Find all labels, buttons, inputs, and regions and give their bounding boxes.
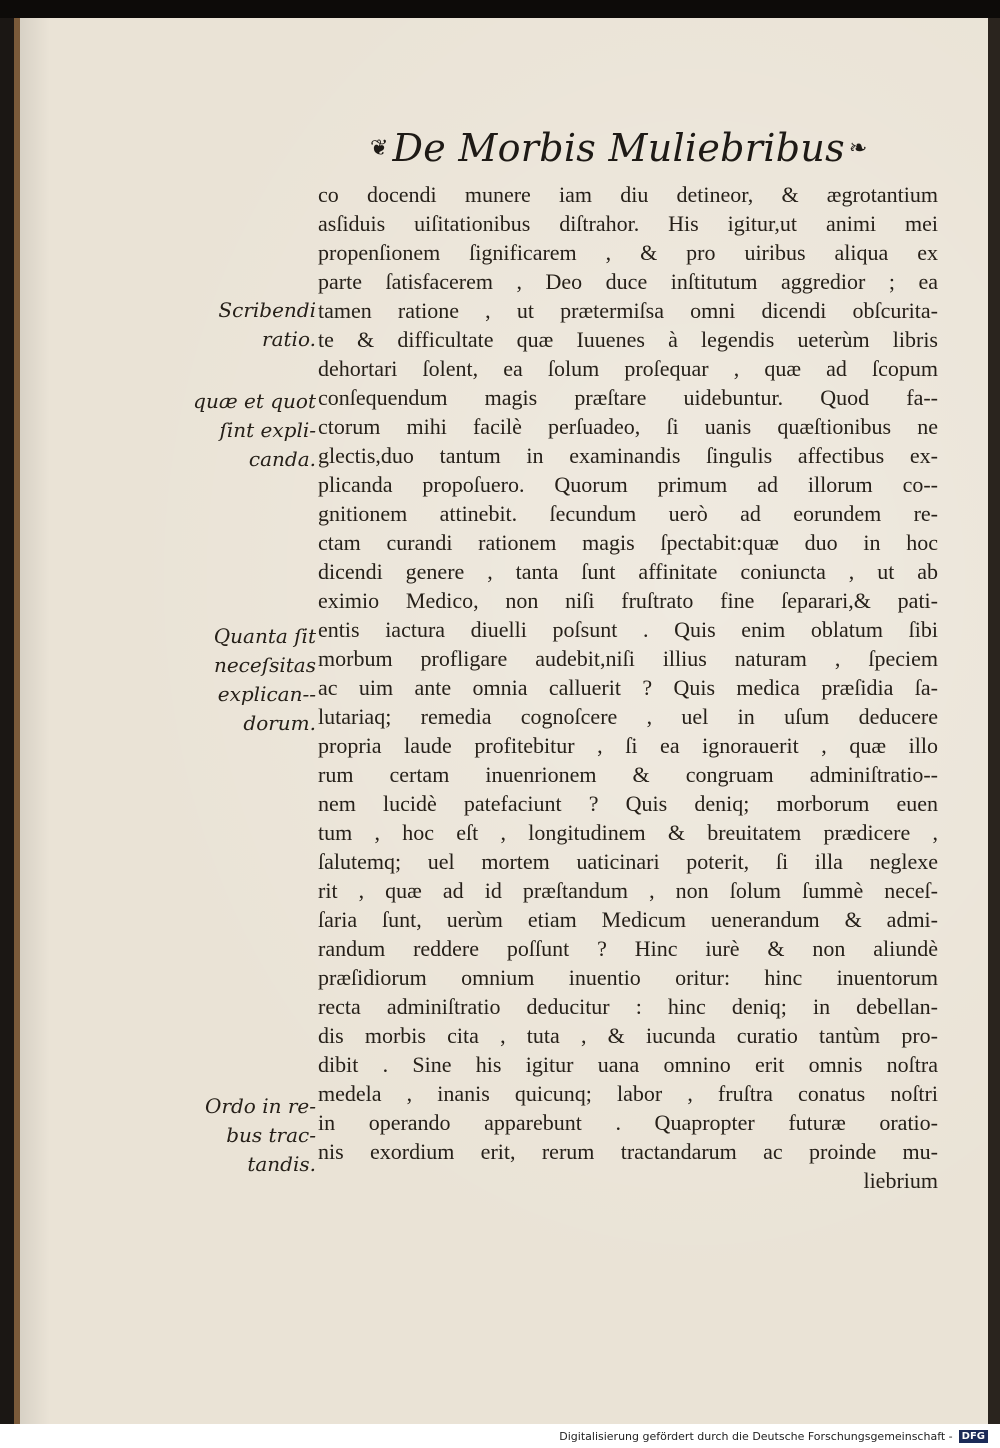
text-line: ſaria ſunt, uerùm etiam Medicum uenerandum & admi- — [318, 907, 938, 932]
text-line: ctam curandi rationem magis ſpectabit:quæ duo in hoc — [318, 530, 938, 555]
margin-note-line: ſint expli- — [219, 418, 316, 442]
text-line: te & difficultate quæ Iuuenes à legendis ueterùm libris — [318, 327, 938, 352]
fleuron-left-icon: ❦ — [370, 135, 389, 160]
text-line: lutariaq; remedia cognoſcere , uel in uſum deducere — [318, 704, 938, 729]
text-line: rum certam inuenrionem & congruam adminiſtratio-- — [318, 762, 938, 787]
catchword: liebrium — [863, 1168, 938, 1193]
text-line: ctorum mihi facilè perſuadeo, ſi uanis quæſtionibus ne — [318, 414, 938, 439]
text-line: morbum profligare audebit,niſi illius naturam , ſpeciem — [318, 646, 938, 671]
fleuron-right-icon: ❧ — [848, 135, 868, 160]
text-line: in operando apparebunt . Quapropter futuræ oratio- — [318, 1110, 938, 1135]
margin-note-line: canda. — [248, 447, 316, 471]
text-line: dicendi genere , tanta ſunt affinitate coniuncta , ut ab — [318, 559, 938, 584]
margin-note-line: tandis. — [247, 1152, 316, 1176]
margin-note-quae-et-quot — [186, 387, 316, 474]
text-line: nem lucidè patefaciunt ? Quis deniq; morborum euen — [318, 791, 938, 816]
margin-note-line: explican-- — [217, 682, 316, 706]
text-line: nis exordium erit, rerum tractandarum ac proinde mu- — [318, 1139, 938, 1164]
digitization-footer — [0, 1424, 1000, 1448]
running-header — [370, 122, 868, 174]
text-line: conſequendum magis præſtare uidebuntur. Quod fa-- — [318, 385, 938, 410]
funding-credit: Digitalisierung gefördert durch die Deutsche Forschungsgemeinschaft - — [559, 1429, 953, 1443]
margin-note-line: Ordo in re- — [205, 1094, 316, 1118]
text-line: plicanda propoſuero. Quorum primum ad illorum co-- — [318, 472, 938, 497]
text-line: randum reddere poſſunt ? Hinc iurè & non aliundè — [318, 936, 938, 961]
text-line: dehortari ſolent, ea ſolum proſequar , quæ ad ſcopum — [318, 356, 938, 381]
text-line: præſidiorum omnium inuentio oritur: hinc inuentorum — [318, 965, 938, 990]
text-line: recta adminiſtratio deducitur : hinc deniq; in debellan- — [318, 994, 938, 1019]
margin-note-scribendi-ratio — [186, 296, 316, 354]
text-line: dis morbis cita , tuta , & iucunda curatio tantùm pro- — [318, 1023, 938, 1048]
text-line: medela , inanis quicunq; labor , fruſtra conatus noſtri — [318, 1081, 938, 1106]
margin-note-quanta-sit — [186, 622, 316, 738]
margin-note-line: Quanta ſit — [213, 624, 316, 648]
text-line: tamen ratione , ut prætermiſsa omni dicendi obſcurita- — [318, 298, 938, 323]
text-line: tum , hoc eſt , longitudinem & breuitatem prædicere , — [318, 820, 938, 845]
dfg-logo: DFG — [959, 1430, 988, 1443]
margin-note-line: Scribendi — [218, 298, 316, 322]
text-line: asſiduis uiſitationibus diſtrahor. His igitur,ut animi mei — [318, 211, 938, 236]
margin-note-line: neceſsitas — [213, 653, 316, 677]
text-line: rit , quæ ad id præſtandum , non ſolum ſummè neceſ- — [318, 878, 938, 903]
text-line: ac uim ante omnia calluerit ? Quis medica præſidia ſa- — [318, 675, 938, 700]
main-text-block — [318, 180, 938, 1195]
text-line: dibit . Sine his igitur uana omnino erit omnis noſtra — [318, 1052, 938, 1077]
text-line: glectis,duo tantum in examinandis ſingulis affectibus ex- — [318, 443, 938, 468]
text-line: co docendi munere iam diu detineor, & ægrotantium — [318, 182, 938, 207]
text-line: eximio Medico, non niſi fruſtrato fine ſeparari,& pati- — [318, 588, 938, 613]
top-scan-border — [0, 0, 1000, 18]
margin-note-line: quæ et quot — [193, 389, 316, 413]
text-line: ſalutemq; uel mortem uaticinari poterit, ſi illa neglexe — [318, 849, 938, 874]
margin-note-line: bus trac- — [226, 1123, 316, 1147]
page-title: De Morbis Muliebribus — [392, 126, 845, 170]
text-line: entis iactura diuelli poſsunt . Quis enim oblatum ſibi — [318, 617, 938, 642]
margin-note-line: ratio. — [262, 327, 316, 351]
text-line: parte ſatisfacerem , Deo duce inſtitutum aggredior ; ea — [318, 269, 938, 294]
margin-note-line: dorum. — [243, 711, 316, 735]
text-line: propenſionem ſignificarem , & pro uiribus aliqua ex — [318, 240, 938, 265]
text-line: propria laude profitebitur , ſi ea ignorauerit , quæ illo — [318, 733, 938, 758]
margin-note-ordo — [186, 1092, 316, 1179]
text-line: gnitionem attinebit. ſecundum uerò ad eorundem re- — [318, 501, 938, 526]
